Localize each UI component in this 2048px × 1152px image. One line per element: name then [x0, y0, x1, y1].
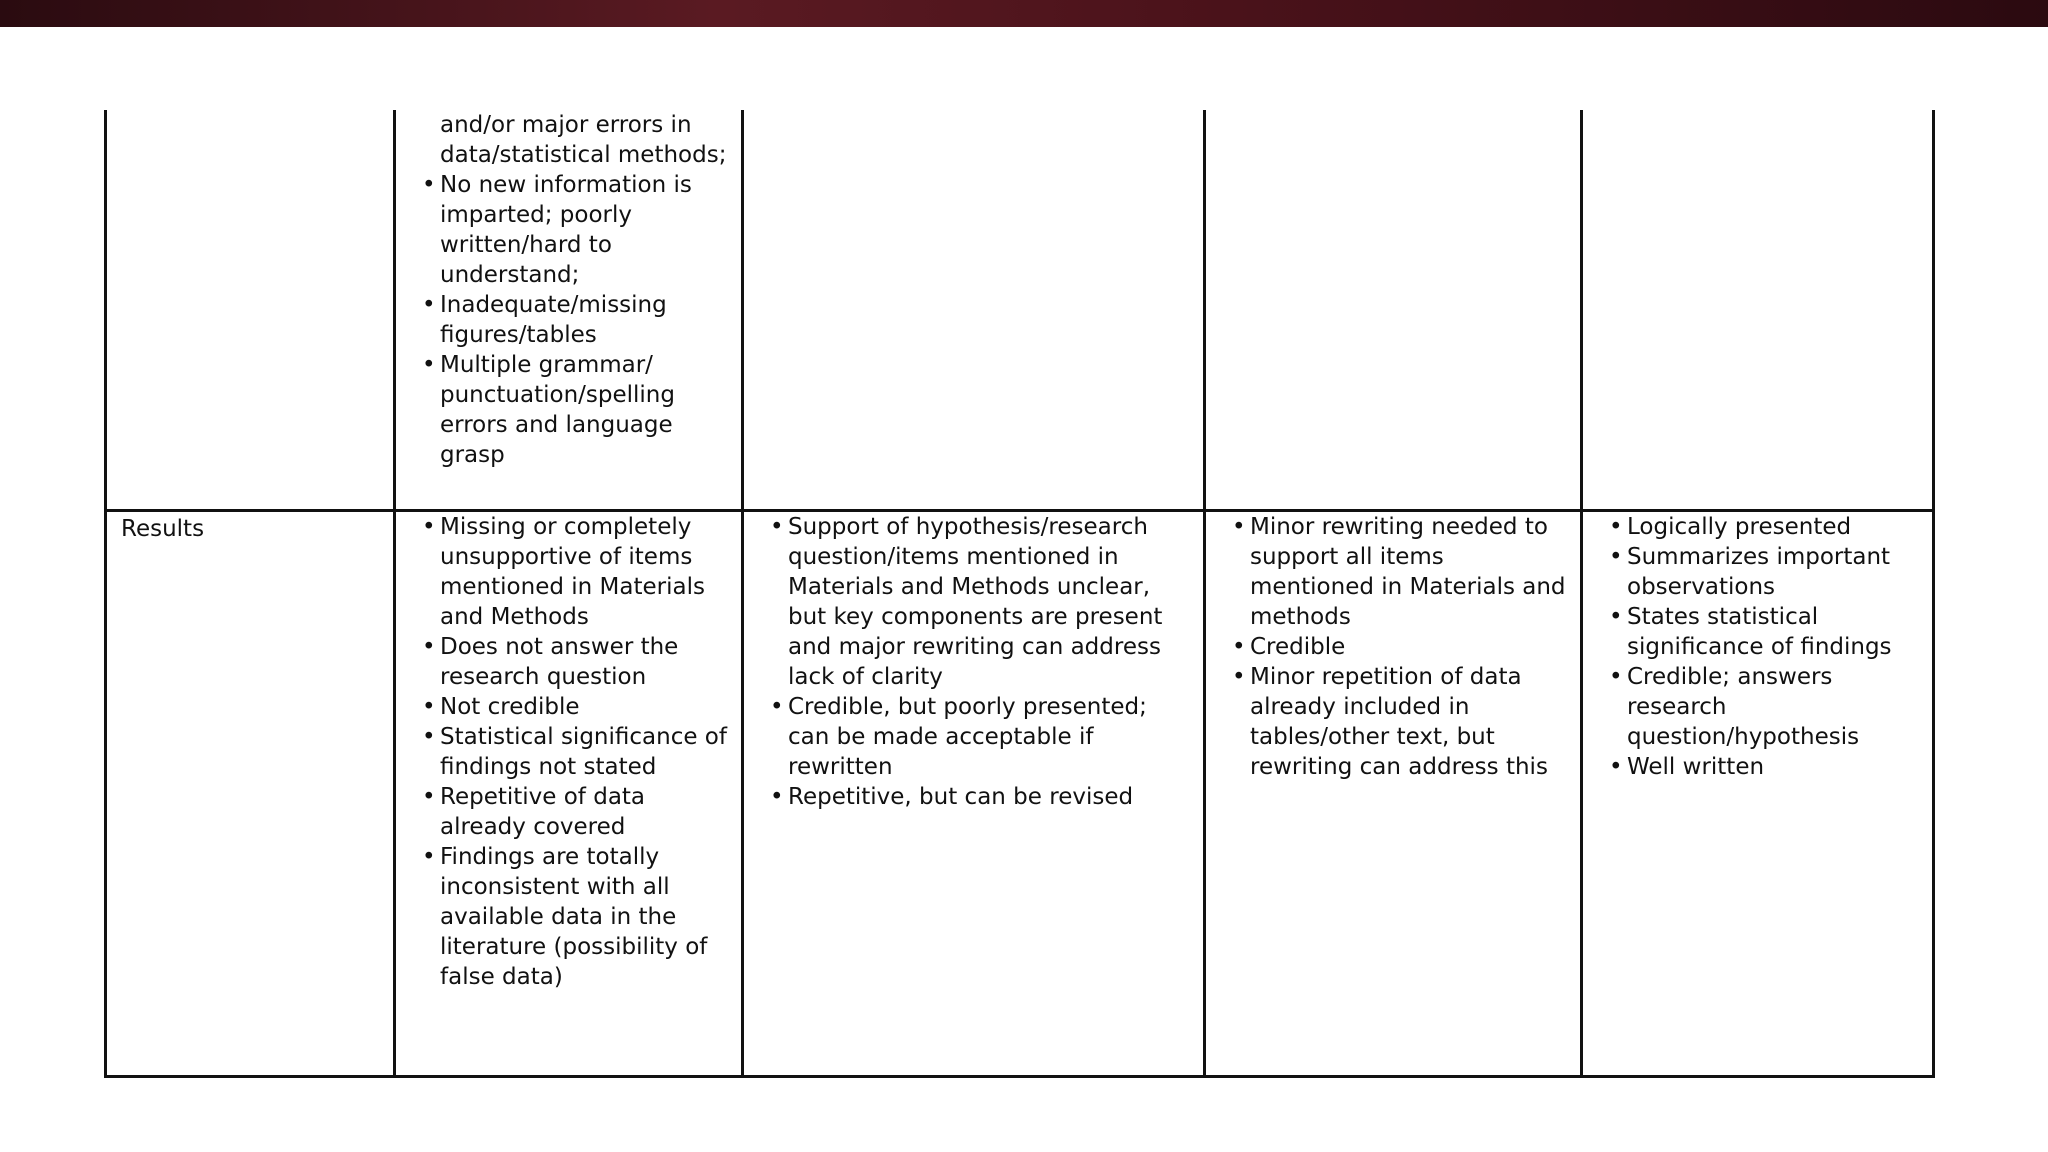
criteria-cell-empty [743, 110, 1205, 510]
bullet-icon: • [1232, 633, 1246, 660]
criteria-list [410, 512, 741, 992]
list-item [410, 632, 731, 692]
bullet-icon: • [422, 633, 436, 660]
list-item-text: Well written [1627, 753, 1765, 780]
list-item-text: Credible, but poorly presented; can be made acceptable if rewritten [788, 693, 1147, 780]
criteria-list [1220, 512, 1580, 782]
table-row-results [106, 510, 1934, 1076]
criteria-cell [743, 510, 1205, 1076]
list-item [410, 290, 731, 350]
list-item-text: Does not answer the research question [440, 633, 679, 690]
list-item-text: States statistical significance of findings [1627, 603, 1892, 660]
bullet-icon: • [1232, 513, 1246, 540]
list-item-text: Not credible [440, 693, 580, 720]
bullet-icon: • [1609, 603, 1623, 630]
list-item-text: Inadequate/missing figures/tables [440, 292, 667, 348]
bullet-icon: • [770, 783, 784, 810]
bullet-icon: • [422, 292, 436, 318]
list-item-text: Logically presented [1627, 513, 1852, 540]
list-item [410, 512, 731, 632]
bullet-icon: • [422, 723, 436, 750]
list-item [1597, 662, 1922, 752]
bullet-icon: • [1609, 753, 1623, 780]
list-item [1597, 752, 1922, 782]
list-item-text: Minor repetition of data already included in tables/other text, but rewriting can address this [1250, 663, 1548, 780]
bullet-icon: • [1609, 543, 1623, 570]
bullet-icon: • [1609, 663, 1623, 690]
table-row-continued [106, 110, 1934, 510]
list-item [410, 170, 731, 290]
list-item [1597, 542, 1922, 602]
list-item [410, 722, 731, 782]
criteria-cell [1582, 510, 1934, 1076]
row-label-cell [106, 110, 395, 510]
row-label [121, 110, 393, 112]
top-banner [0, 0, 2048, 27]
bullet-icon: • [770, 513, 784, 540]
list-item-text: Repetitive of data already covered [440, 783, 646, 840]
list-item-text: No new information is imparted; poorly written/hard to understand; [440, 172, 692, 288]
list-item [410, 110, 731, 170]
rubric-table [104, 110, 1935, 1078]
bullet-icon: • [770, 693, 784, 720]
list-item-text: Statistical significance of findings not stated [440, 723, 727, 780]
list-item [1597, 602, 1922, 662]
list-item-text: Multiple grammar/ punctuation/spelling errors and language grasp [440, 352, 675, 468]
list-item [410, 842, 731, 992]
bullet-icon: • [422, 352, 436, 378]
list-item [410, 350, 731, 470]
list-item-text: Credible [1250, 633, 1346, 660]
list-item-text: and/or major errors in data/statistical methods; [440, 112, 727, 168]
list-item-text: Minor rewriting needed to support all items mentioned in Materials and methods [1250, 513, 1566, 630]
criteria-cell [1205, 510, 1582, 1076]
row-label-cell [106, 510, 395, 1076]
criteria-list [758, 512, 1203, 812]
list-item [410, 692, 731, 722]
bullet-icon: • [422, 843, 436, 870]
list-item-text: Findings are totally inconsistent with all available data in the literature (possibility of false data) [440, 843, 708, 990]
bullet-icon: • [422, 172, 436, 198]
bullet-icon: • [422, 783, 436, 810]
list-item-text: Summarizes important observations [1627, 543, 1891, 600]
criteria-cell-empty [1582, 110, 1934, 510]
list-item-text: Repetitive, but can be revised [788, 783, 1134, 810]
list-item [1220, 632, 1570, 662]
criteria-cell [395, 110, 743, 510]
list-item-text: Support of hypothesis/research question/items mentioned in Materials and Methods unclear, but key components are present and major rewriting can address lack of clarity [788, 513, 1163, 690]
list-item [758, 782, 1193, 812]
list-item [1220, 512, 1570, 632]
list-item [1597, 512, 1922, 542]
criteria-list [1597, 512, 1932, 782]
bullet-icon: • [1232, 663, 1246, 690]
list-item [758, 512, 1193, 692]
list-item-text: Missing or completely unsupportive of items mentioned in Materials and Methods [440, 513, 705, 630]
criteria-list [410, 110, 741, 470]
list-item [1220, 662, 1570, 782]
list-item [758, 692, 1193, 782]
row-label-results: Results [121, 515, 205, 542]
criteria-cell-empty [1205, 110, 1582, 510]
bullet-icon: • [1609, 513, 1623, 540]
criteria-cell [395, 510, 743, 1076]
list-item-text: Credible; answers research question/hypothesis [1627, 663, 1860, 750]
list-item [410, 782, 731, 842]
bullet-icon: • [422, 693, 436, 720]
bullet-icon: • [422, 513, 436, 540]
